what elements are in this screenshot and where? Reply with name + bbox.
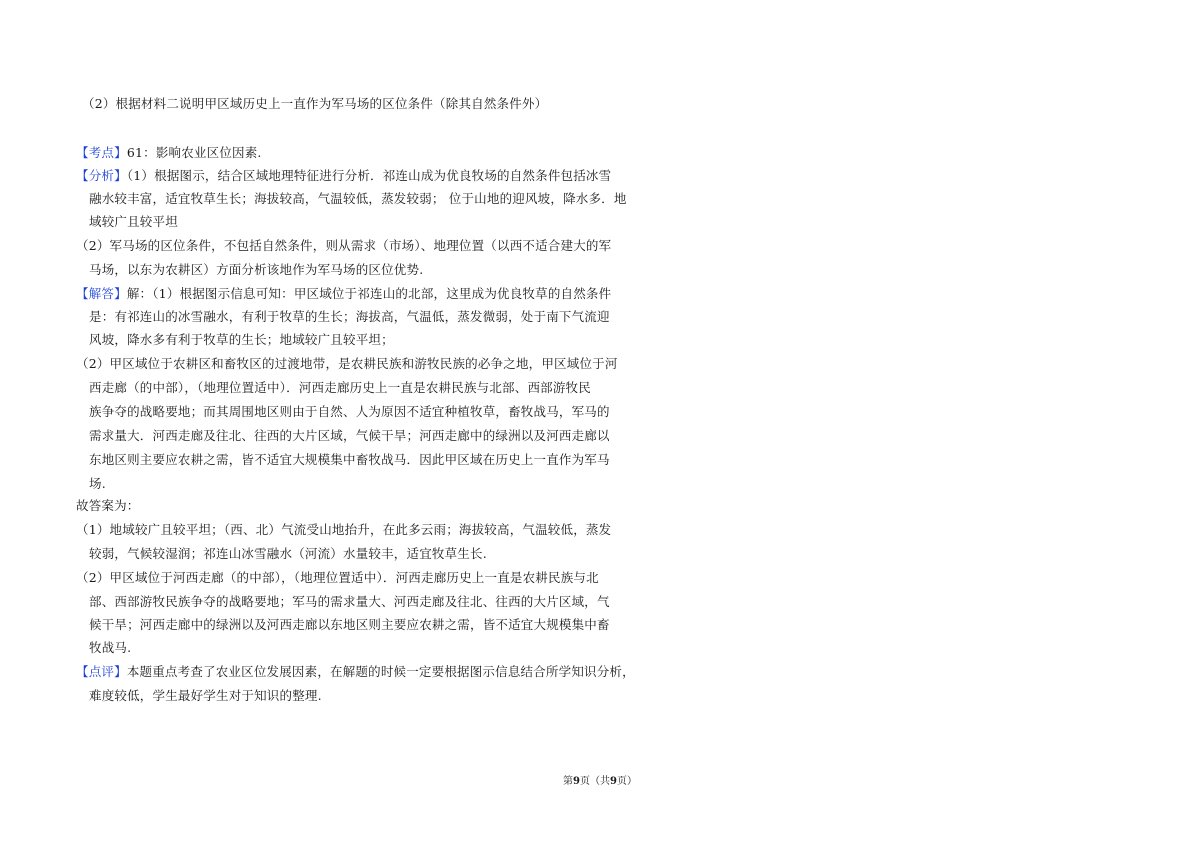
kaodian-text: 61：影响农业区位因素.: [126, 145, 262, 160]
jieda-line-5: 西走廊（的中部），（地理位置适中）．河西走廊历史上一直是农耕民族与北部、西部游牧民: [89, 380, 591, 395]
answer-line-1: （1）地域较广且较平坦；（西、北）气流受山地抬升，在此多云雨；海拔较高，气温较低，蒸发: [76, 522, 612, 537]
answer-intro: 故答案为：: [76, 498, 140, 513]
footer-post: 页）: [616, 776, 637, 787]
jieda-line-2: 是：有祁连山的冰雪融水，有利于牧草的生长；海拔高，气温低，蒸发微弱，处于南下气流迎: [89, 309, 610, 324]
fenxi-line-3: 域较广且较平坦: [89, 214, 178, 229]
fenxi-tag: 【分析】: [76, 168, 127, 183]
kaodian-line: [76, 145, 262, 161]
fenxi-text-1: （1）根据图示，结合区域地理特征进行分析．祁连山成为优良牧场的自然条件包括冰雪: [126, 168, 612, 183]
jieda-line-7: 需求量大．河西走廊及往北、往西的大片区域，气候干旱；河西走廊中的绿洲以及河西走廊以: [89, 428, 610, 443]
dianping-text-1: 本题重点考查了农业区位发展因素，在解题的时候一定要根据图示信息结合所学知识分析，: [126, 664, 635, 679]
jieda-line-8: 东地区则主要应农耕之需，皆不适宜大规模集中畜牧战马．因此甲区域在历史上一直作为军马: [89, 452, 610, 467]
dianping-tag: 【点评】: [76, 664, 127, 679]
fenxi-line-2: 融水较丰富，适宜牧草生长；海拔较高，气温较低，蒸发较弱； 位于山地的迎风坡，降水多．地: [89, 191, 627, 206]
dianping-line-2: 难度较低，学生最好学生对于知识的整理.: [89, 688, 322, 703]
fenxi-line-1: [76, 168, 611, 184]
answer-line-5: 候干旱；河西走廊中的绿洲以及河西走廊以东地区则主要应农耕之需，皆不适宜大规模集中畜: [89, 617, 610, 632]
kaodian-tag: 【考点】: [76, 145, 127, 160]
jieda-line-3: 风坡，降水多有利于牧草的生长；地域较广且较平坦；: [89, 332, 394, 347]
answer-line-2: 较弱，气候较湿润；祁连山冰雪融水（河流）水量较丰，适宜牧草生长.: [89, 546, 487, 561]
fenxi-line-4: （2）军马场的区位条件，不包括自然条件，则从需求（市场）、地理位置（以西不适合建大的军: [76, 238, 612, 253]
dianping-line-1: [76, 664, 635, 680]
page-footer: [0, 776, 1200, 788]
fenxi-line-5: 马场，以东为农耕区）方面分析该地作为军马场的区位优势.: [89, 262, 424, 277]
answer-line-4: 部、西部游牧民族争夺的战略要地；军马的需求量大、河西走廊及往北、往西的大片区域，气: [89, 594, 610, 609]
footer-total-pages: 9: [610, 776, 617, 787]
footer-pre: 第: [563, 776, 574, 787]
jieda-tag: 【解答】: [76, 286, 127, 301]
jieda-line-1: [76, 286, 611, 302]
footer-page-number: 9: [573, 776, 580, 787]
answer-line-3: （2）甲区域位于河西走廊（的中部），（地理位置适中）．河西走廊历史上一直是农耕民族与北: [76, 570, 599, 585]
answer-line-6: 牧战马.: [89, 640, 132, 655]
question-2: （2）根据材料二说明甲区域历史上一直作为军马场的区位条件（除其自然条件外）: [82, 96, 548, 111]
jieda-line-9: 场.: [89, 476, 106, 491]
jieda-text-1: 解：（1）根据图示信息可知：甲区域位于祁连山的北部，这里成为优良牧草的自然条件: [126, 286, 612, 301]
jieda-line-6: 族争夺的战略要地；而其周围地区则由于自然、人为原因不适宜种植牧草，畜牧战马，军马的: [89, 404, 610, 419]
jieda-line-4: （2）甲区域位于农耕区和畜牧区的过渡地带，是农耕民族和游牧民族的必争之地，甲区域位于河: [76, 356, 618, 371]
footer-mid: 页（共: [580, 776, 610, 787]
